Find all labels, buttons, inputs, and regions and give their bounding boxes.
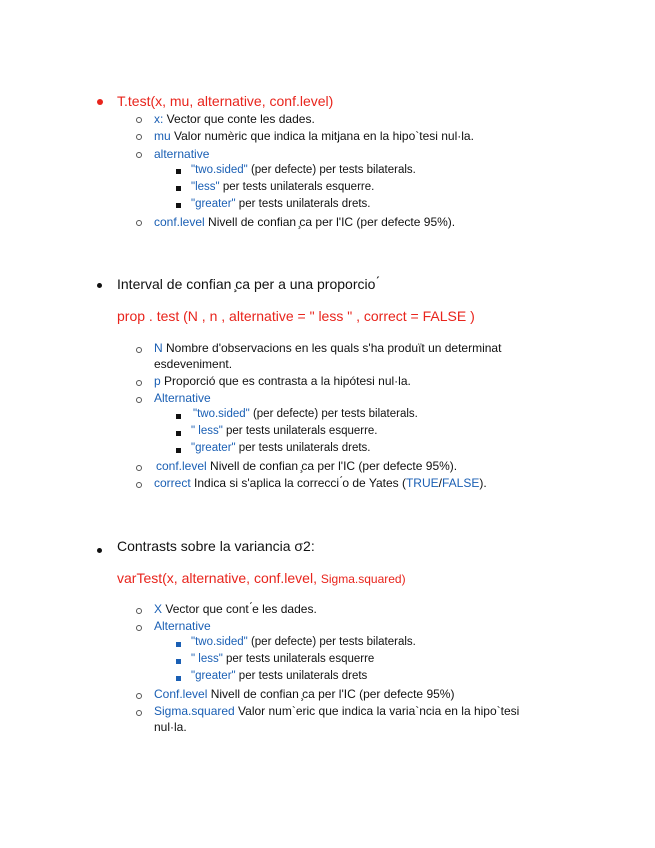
s2-item-n-cont [154, 357, 232, 371]
bullet-circle [136, 693, 142, 699]
code-main: varTest(x, alternative, conf.level, [117, 570, 321, 586]
param-desc: Nivell de confian ̧ca per l'IC (per defecte 95%). [204, 215, 456, 229]
option-desc: (per defecte) per tests bilaterals. [249, 408, 418, 420]
section3-code [117, 570, 406, 586]
option-desc: per tests unilaterals esquerre [222, 653, 375, 665]
option-desc: (per defecte) per tests bilaterals. [247, 164, 416, 176]
option-value: "less" [191, 181, 220, 193]
param-name: x: [154, 112, 164, 126]
bullet-circle [136, 465, 142, 471]
param-name: Conf.level [154, 687, 208, 701]
bullet-circle [136, 380, 142, 386]
s2-item-conf-level [156, 459, 457, 473]
param-name: conf.level [154, 215, 205, 229]
s3-sub-two-sided [191, 636, 416, 648]
bullet-square [176, 169, 181, 174]
s3-item-conf-level [154, 687, 454, 701]
option-value: "greater" [191, 442, 236, 454]
param-desc: Vector que conte les dades. [163, 112, 315, 126]
option-value: "two.sided" [191, 164, 248, 176]
s1-sub-less [191, 181, 374, 193]
value-false: FALSE [441, 476, 480, 490]
s2-item-alternative [154, 391, 211, 405]
bullet-circle [136, 134, 142, 140]
s3-sub-less [191, 653, 374, 665]
s2-item-correct [154, 476, 487, 490]
bullet-circle [136, 117, 142, 123]
bullet-circle [136, 220, 142, 226]
param-name: N [154, 341, 163, 355]
bullet-red [97, 99, 103, 105]
separator: / [438, 476, 442, 490]
s1-item-alternative [154, 147, 209, 161]
param-name: mu [154, 129, 171, 143]
option-desc: per tests unilaterals esquerre. [222, 425, 378, 437]
bullet-square [176, 448, 181, 453]
value-true: TRUE [405, 476, 439, 490]
param-desc: nul·la. [154, 720, 187, 734]
param-desc: esdeveniment. [154, 357, 233, 371]
section2-heading: Interval de confian ̧ca per a una proporcio ́ [117, 276, 380, 292]
param-desc: Valor num`eric que indica la varia`ncia en la hipo`tesi [234, 704, 520, 718]
bullet-dot [97, 548, 102, 553]
bullet-square [176, 414, 181, 419]
bullet-circle [136, 625, 142, 631]
s3-sub-greater [191, 670, 367, 682]
section3-heading: Contrasts sobre la variancia σ2: [117, 538, 315, 554]
option-value: " less" [191, 653, 223, 665]
param-desc: Proporció que es contrasta a la hipótesi nul·la. [160, 374, 411, 388]
option-desc: per tests unilaterals drets. [235, 442, 371, 454]
option-desc: per tests unilaterals drets. [235, 198, 371, 210]
param-name: Sigma.squared [154, 704, 235, 718]
param-desc: Nivell de confian ̧ca per l'IC (per defecte 95%). [206, 459, 458, 473]
s1-sub-greater [191, 198, 370, 210]
bullet-circle [136, 608, 142, 614]
option-value: " less" [191, 425, 223, 437]
code-small: Sigma.squared) [320, 572, 406, 586]
bullet-square [176, 676, 181, 681]
s2-item-p [154, 374, 411, 388]
s3-item-x [154, 602, 317, 616]
s2-sub-greater [191, 442, 370, 454]
s2-item-n [154, 341, 501, 355]
bullet-circle [136, 482, 142, 488]
option-value: "greater" [191, 670, 236, 682]
option-desc: per tests unilaterals drets [235, 670, 368, 682]
bullet-square [176, 203, 181, 208]
param-end: ). [479, 476, 487, 490]
s2-sub-two-sided [193, 408, 418, 420]
option-value: "two.sided" [193, 408, 250, 420]
param-name: correct [154, 476, 191, 490]
s1-sub-two-sided [191, 164, 416, 176]
param-desc: Valor numèric que indica la mitjana en la hipo`tesi nul·la. [170, 129, 474, 143]
param-desc: Nombre d'observacions en les quals s'ha produït un determinat [162, 341, 502, 355]
option-value: "greater" [191, 198, 236, 210]
param-name: conf.level [156, 459, 207, 473]
bullet-dot [97, 283, 102, 288]
s1-item-conf-level [154, 215, 455, 229]
option-desc: per tests unilaterals esquerre. [219, 181, 375, 193]
option-value: "two.sided" [191, 636, 248, 648]
bullet-circle [136, 347, 142, 353]
param-name: p [154, 374, 161, 388]
s2-sub-less [191, 425, 378, 437]
param-name: Alternative [154, 391, 211, 405]
param-desc: Indica si s'aplica la correcci ́o de Yates ( [190, 476, 406, 490]
param-name: Alternative [154, 619, 211, 633]
bullet-square [176, 186, 181, 191]
s3-item-sigma-cont [154, 720, 187, 734]
s1-item-x [154, 112, 315, 126]
param-name: X [154, 602, 163, 616]
section2-code: prop . test (N , n , alternative = " less " , correct = FALSE ) [117, 308, 475, 324]
section1-heading: T.test(x, mu, alternative, conf.level) [117, 93, 334, 109]
bullet-square [176, 659, 181, 664]
s3-item-sigma-squared [154, 704, 519, 718]
param-desc: Vector que cont ́e les dades. [162, 602, 317, 616]
option-desc: (per defecte) per tests bilaterals. [247, 636, 416, 648]
bullet-circle [136, 710, 142, 716]
s1-item-mu [154, 129, 474, 143]
param-name: alternative [154, 147, 210, 161]
param-desc: Nivell de confian ̧ca per l'IC (per defecte 95%) [207, 687, 455, 701]
bullet-circle [136, 152, 142, 158]
s3-item-alternative [154, 619, 211, 633]
bullet-circle [136, 397, 142, 403]
bullet-square [176, 642, 181, 647]
bullet-square [176, 431, 181, 436]
